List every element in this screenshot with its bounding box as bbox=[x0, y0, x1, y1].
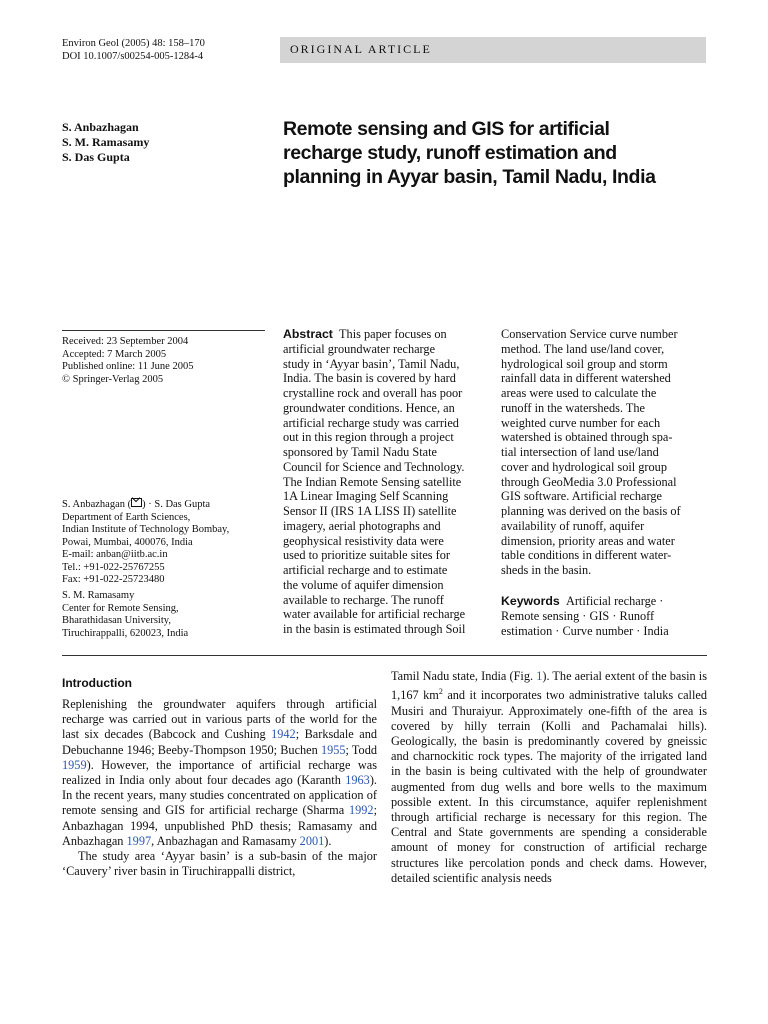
fax: Fax: +91-022-25723480 bbox=[62, 574, 165, 585]
keywords-line: estimation · Curve number · India bbox=[501, 623, 669, 638]
author: S. Anbazhagan bbox=[62, 120, 139, 134]
abstract-line: sponsored by Tamil Nadu State bbox=[283, 445, 437, 459]
abstract-line: weighted curve number for each bbox=[501, 415, 661, 430]
text: ). bbox=[324, 833, 332, 848]
copyright: © Springer-Verlag 2005 bbox=[62, 373, 164, 385]
abstract-line: geophysical resistivity data were bbox=[283, 533, 444, 548]
title-line: recharge study, runoff estimation and bbox=[283, 142, 617, 164]
author-name: S. Anbazhagan ( bbox=[62, 499, 132, 510]
abstract-line: water available for artificial recharge bbox=[283, 607, 466, 622]
paper-title bbox=[283, 117, 713, 189]
citation-link[interactable]: 1963 bbox=[345, 773, 370, 788]
keywords-line bbox=[501, 594, 711, 609]
abstract-line: Council for Science and Technology. bbox=[283, 459, 465, 474]
text: ; Barksdale and Debuchanne 1946; Beeby-Thompson 1950; Buchen bbox=[62, 727, 377, 757]
abstract-line: India. The basin is covered by hard bbox=[283, 371, 456, 386]
text: ; Anbazhagan 1994, unpublished PhD thesis; Ramasamy and Anbazhagan bbox=[62, 803, 377, 848]
paragraph bbox=[62, 697, 377, 849]
abstract-line: method. The land use/land cover, bbox=[501, 341, 665, 356]
abstract-line: in the basin is estimated through Soil bbox=[283, 622, 466, 636]
abstract-line: 1A Linear Imaging Self Scanning bbox=[283, 489, 449, 504]
author-name: S. M. Ramasamy bbox=[62, 590, 135, 601]
email[interactable]: E-mail: anban@iitb.ac.in bbox=[62, 549, 168, 560]
published-date: Published online: 11 June 2005 bbox=[62, 361, 194, 372]
abstract-line: artificial groundwater recharge bbox=[283, 341, 436, 356]
citation-link[interactable]: 1997 bbox=[126, 833, 152, 848]
text: , Anbazhagan and Ramasamy bbox=[151, 833, 300, 848]
abstract-line: dimension, priority areas and water bbox=[501, 533, 675, 548]
divider bbox=[62, 330, 265, 331]
paragraph bbox=[391, 669, 707, 886]
abstract-text: This paper focuses on bbox=[339, 327, 447, 341]
abstract-line: out in this region through a project bbox=[283, 430, 454, 445]
divider bbox=[62, 655, 707, 656]
abstract-line: rainfall data in different watershed bbox=[501, 371, 671, 386]
author: S. M. Ramasamy bbox=[62, 135, 150, 149]
abstract-line: study in ‘Ayyar basin’, Tamil Nadu, bbox=[283, 356, 460, 371]
keywords-text: Artificial recharge · bbox=[565, 594, 664, 608]
author-list bbox=[62, 120, 149, 165]
abstract-line: planning was derived on the basis of bbox=[501, 504, 681, 518]
abstract-line: hydrological soil group and storm bbox=[501, 356, 668, 371]
keywords bbox=[501, 594, 711, 638]
accepted-date: Accepted: 7 March 2005 bbox=[62, 348, 167, 360]
abstract-line: the volume of aquifer dimension bbox=[283, 577, 444, 592]
author: S. Das Gupta bbox=[62, 150, 130, 164]
affiliation-secondary bbox=[62, 590, 262, 640]
article-type: ORIGINAL ARTICLE bbox=[290, 42, 432, 56]
corresponding-authors bbox=[62, 498, 262, 512]
abstract-line: areas were used to calculate the bbox=[501, 386, 657, 400]
title-line: planning in Ayyar basin, Tamil Nadu, India bbox=[283, 166, 656, 188]
abstract-line: crystalline rock and overall has poor bbox=[283, 386, 463, 400]
abstract-line: watershed is obtained through spa- bbox=[501, 430, 673, 445]
abstract-column-1 bbox=[283, 327, 493, 637]
text: ). However, the importance of artificial recharge was realized in India only about four decades ago (Karanth bbox=[62, 757, 377, 788]
text: ). The aerial extent of the basin is 1,167 km bbox=[391, 669, 708, 703]
text: and it incorporates two administrative taluks called Musiri and Thuraiyur. Approximately one-fifth of the area is covered by hilly terrain (Kolli and Pachamalai hills). Geologically, the basin is predominantly covered by gneissic and charnockitic rock types. The majority of the irrigated land in the basin is being cultivated with the help of groundwater augmented from dug wells and bore wells to the maximum possible extent. In this circumstance, aquifer replenishment through artificial recharge is necessary for this region. The Central and State governments are spending a considerable amount of money for construction of artificial recharge structures like percolation ponds and check dams. However, detailed scientific analysis needs bbox=[391, 688, 707, 885]
address: Powai, Mumbai, 400076, India bbox=[62, 536, 193, 548]
received-date: Received: 23 September 2004 bbox=[62, 336, 189, 347]
citation-link[interactable]: 1955 bbox=[320, 742, 346, 757]
university: Bharathidasan University, bbox=[62, 615, 171, 626]
article-type-bar bbox=[280, 37, 706, 63]
journal-line: Environ Geol (2005) 48: 158–170 bbox=[62, 38, 205, 49]
abstract-line bbox=[283, 327, 493, 342]
publication-dates bbox=[62, 336, 193, 386]
keywords-line: Remote sensing · GIS · Runoff bbox=[501, 608, 655, 623]
author-name: ) · S. Das Gupta bbox=[142, 499, 211, 510]
abstract-line: GIS software. Artificial recharge bbox=[501, 489, 662, 504]
text: Tamil Nadu state, India (Fig. bbox=[391, 669, 537, 683]
abstract-line: tial intersection of land use/land bbox=[501, 445, 659, 459]
address: Tiruchirappalli, 620023, India bbox=[62, 627, 189, 639]
journal-citation bbox=[62, 37, 205, 63]
abstract-line: used to prioritize suitable sites for bbox=[283, 548, 450, 563]
doi[interactable]: DOI 10.1007/s00254-005-1284-4 bbox=[62, 51, 204, 62]
institution: Indian Institute of Technology Bombay, bbox=[62, 524, 230, 535]
department: Department of Earth Sciences, bbox=[62, 511, 191, 523]
telephone: Tel.: +91-022-25767255 bbox=[62, 561, 165, 573]
paragraph: The study area ‘Ayyar basin’ is a sub-basin of the major ‘Cauvery’ river basin in Tiruchirappalli district, bbox=[62, 849, 377, 879]
abstract-line: Sensor II (IRS 1A LISS II) satellite bbox=[283, 504, 457, 518]
figure-link[interactable]: 1 bbox=[536, 669, 543, 683]
abstract-line: cover and hydrological soil group bbox=[501, 459, 667, 474]
text: ). In the recent years, many studies concentrated on application of remote sensing and GIS for artificial recharge (Sharma bbox=[62, 773, 377, 818]
abstract-line: artificial recharge study was carried bbox=[283, 415, 459, 430]
abstract-line: available to recharge. The runoff bbox=[283, 592, 444, 607]
abstract-line: imagery, aerial photographs and bbox=[283, 518, 441, 533]
abstract-line: artificial recharge and to estimate bbox=[283, 563, 448, 577]
abstract-line: Conservation Service curve number bbox=[501, 327, 678, 341]
introduction-column-2 bbox=[391, 669, 707, 886]
abstract-column-2 bbox=[501, 327, 711, 578]
abstract-line: The Indian Remote Sensing satellite bbox=[283, 474, 462, 489]
citation-link[interactable]: 2001 bbox=[299, 833, 325, 848]
title-line: Remote sensing and GIS for artificial bbox=[283, 118, 610, 140]
abstract-line: table conditions in different water- bbox=[501, 548, 672, 563]
abstract-line: through GeoMedia 3.0 Professional bbox=[501, 474, 677, 489]
text: ; Todd bbox=[345, 742, 377, 757]
citation-link[interactable]: 1992 bbox=[348, 803, 374, 818]
affiliation-primary bbox=[62, 498, 262, 587]
abstract-line: groundwater conditions. Hence, an bbox=[283, 400, 455, 415]
envelope-icon[interactable] bbox=[131, 498, 142, 507]
center: Center for Remote Sensing, bbox=[62, 602, 179, 614]
citation-link[interactable]: 1959 bbox=[62, 757, 87, 772]
section-heading: Introduction bbox=[62, 676, 132, 690]
citation-link[interactable]: 1942 bbox=[271, 727, 296, 742]
text: Replenishing the groundwater aquifers through artificial recharge was carried out in various parts of the world for the last six decades (Babcock and Cushing bbox=[62, 697, 377, 742]
abstract-line: runoff in the watersheds. The bbox=[501, 400, 645, 415]
introduction-column-1 bbox=[62, 697, 377, 879]
keywords-label: Keywords bbox=[501, 594, 560, 608]
superscript: 2 bbox=[438, 687, 443, 697]
abstract-label: Abstract bbox=[283, 327, 333, 341]
abstract-line: availability of runoff, aquifer bbox=[501, 518, 645, 533]
abstract-line: sheds in the basin. bbox=[501, 563, 592, 577]
